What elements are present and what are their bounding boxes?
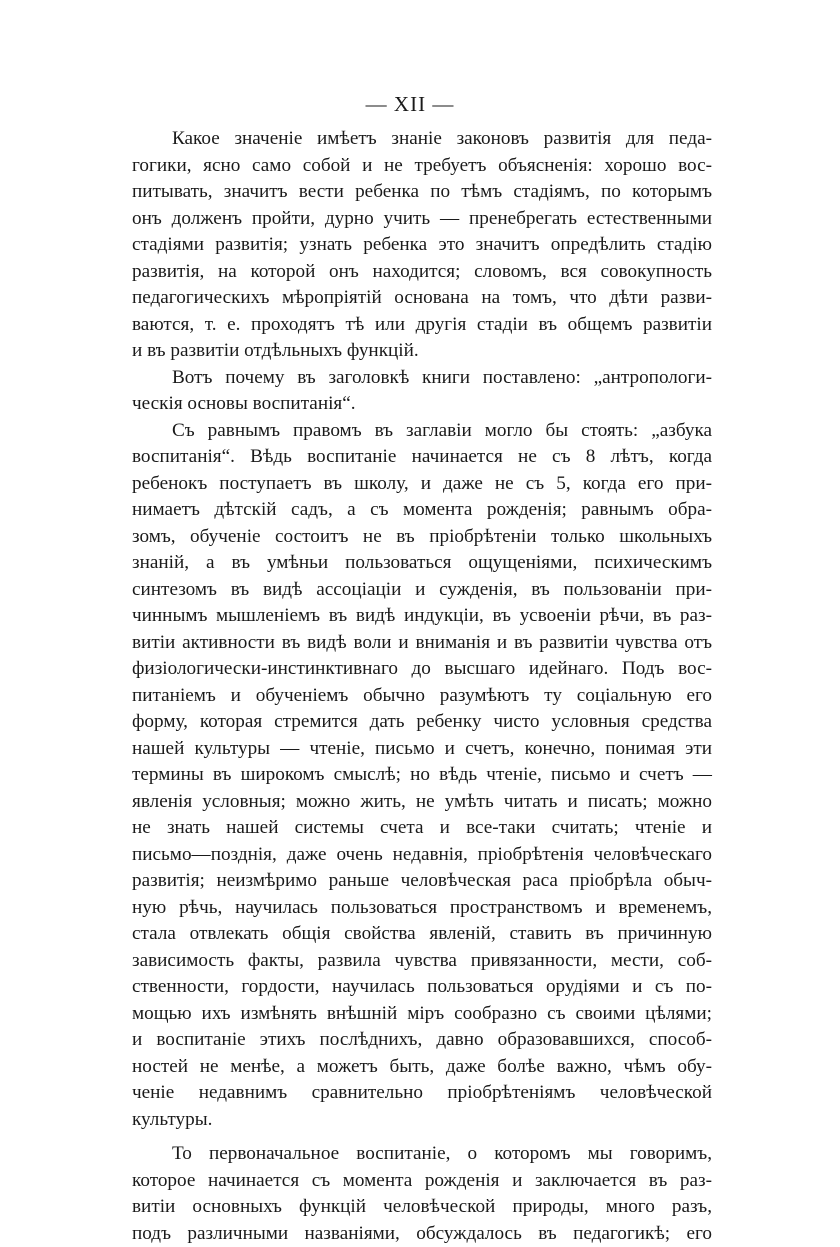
page-number: — XII — [0,92,820,117]
text-line: воспитанія“. Вѣдь воспитаніе начинается не съ 8 лѣтъ, когда [132,444,712,471]
text-line: нимаетъ дѣтскій садъ, а съ момента рожденія; равнымъ обра- [132,497,712,524]
text-line: онъ долженъ пройти, дурно учить — пренебрегать естественными [132,206,712,233]
text-line: физіологически-инстинктивнаго до высшаго идейнаго. Подъ вос- [132,656,712,683]
body-text [132,126,712,1247]
text-line: нашей культуры — чтеніе, письмо и счетъ, конечно, понимая эти [132,736,712,763]
text-line: педагогическихъ мѣропріятій основана на томъ, что дѣти разви- [132,285,712,312]
text-line: подъ различными названіями, обсуждалось въ педагогикѣ; его [132,1221,712,1247]
paragraph-3 [132,418,712,1134]
text-line: развитія, на которой онъ находится; словомъ, вся совокупность [132,259,712,286]
text-line: ностей не менѣе, а можетъ быть, даже болѣе важно, чѣмъ обу- [132,1054,712,1081]
text-line: зомъ, обученіе состоитъ не въ пріобрѣтеніи только школьныхъ [132,524,712,551]
text-line: ченіе недавнимъ сравнительно пріобрѣтеніямъ человѣческой [132,1080,712,1107]
text-line: ную рѣчь, научилась пользоваться пространствомъ и временемъ, [132,895,712,922]
text-line: питывать, значитъ вести ребенка по тѣмъ стадіямъ, по которымъ [132,179,712,206]
text-line: ваются, т. е. проходятъ тѣ или другія стадіи въ общемъ развитіи [132,312,712,339]
text-line: ственности, гордости, научилась пользоваться орудіями и съ по- [132,974,712,1001]
text-line: То первоначальное воспитаніе, о которомъ мы говоримъ, [132,1141,712,1168]
text-line: форму, которая стремится дать ребенку чисто условныя средства [132,709,712,736]
text-line: развитія; неизмѣримо раньше человѣческая раса пріобрѣла обыч- [132,868,712,895]
paragraph-1 [132,126,712,365]
text-line: питаніемъ и обученіемъ обычно разумѣютъ ту соціальную его [132,683,712,710]
text-line: стала отвлекать общія свойства явленій, ставить въ причинную [132,921,712,948]
text-line: письмо—позднія, даже очень недавнія, пріобрѣтенія человѣческаго [132,842,712,869]
text-line: знаній, а въ умѣньи пользоваться ощущеніями, психическимъ [132,550,712,577]
text-line: Вотъ почему въ заголовкѣ книги поставлено: „антропологи- [132,365,712,392]
text-line: Какое значеніе имѣетъ знаніе законовъ развитія для педа- [132,126,712,153]
text-line: ребенокъ поступаетъ въ школу, и даже не съ 5, когда его при- [132,471,712,498]
text-line: и воспитаніе этихъ послѣднихъ, давно образовавшихся, способ- [132,1027,712,1054]
text-line: витіи основныхъ функцій человѣческой природы, много разъ, [132,1194,712,1221]
text-line: стадіями развитія; узнать ребенка это значитъ опредѣлить стадію [132,232,712,259]
text-line: мощью ихъ измѣнять внѣшній міръ сообразно съ своими цѣлями; [132,1001,712,1028]
paragraph-2 [132,365,712,418]
text-line: чиннымъ мышленіемъ въ видѣ индукціи, въ усвоеніи рѣчи, въ раз- [132,603,712,630]
text-line: не знать нашей системы счета и все-таки считать; чтеніе и [132,815,712,842]
text-line: термины въ широкомъ смыслѣ; но вѣдь чтеніе, письмо и счетъ — [132,762,712,789]
text-line: зависимость факты, развила чувства привязанности, мести, соб- [132,948,712,975]
text-line: гогики, ясно само собой и не требуетъ объясненія: хорошо вос- [132,153,712,180]
text-line: культуры. [132,1107,712,1134]
text-line: витіи активности въ видѣ воли и вниманія и въ развитіи чувства отъ [132,630,712,657]
text-line: ческія основы воспитанія“. [132,391,712,418]
text-line: явленія условныя; можно жить, не умѣть читать и писать; можно [132,789,712,816]
text-line: синтезомъ въ видѣ ассоціаціи и сужденія, въ пользованіи при- [132,577,712,604]
paragraph-4 [132,1141,712,1247]
text-line: и въ развитіи отдѣльныхъ функцій. [132,338,712,365]
text-line: которое начинается съ момента рожденія и заключается въ раз- [132,1168,712,1195]
text-line: Съ равнымъ правомъ въ заглавіи могло бы стоять: „азбука [132,418,712,445]
